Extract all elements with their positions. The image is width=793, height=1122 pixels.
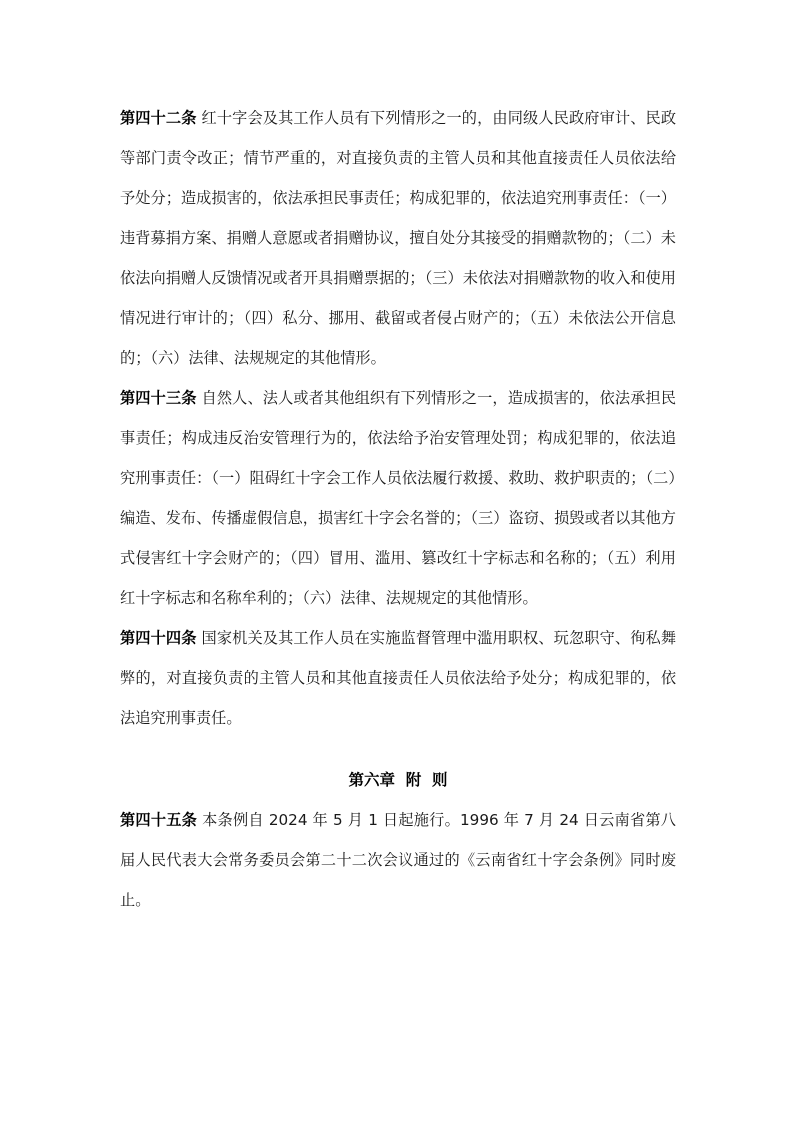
article-number: 第四十二条 — [120, 109, 197, 127]
article-number: 第四十四条 — [120, 629, 197, 647]
article-number: 第四十三条 — [120, 389, 197, 407]
article-45 — [120, 800, 676, 920]
document-body — [120, 98, 676, 920]
article-text: 本条例自 2024 年 5 月 1 日起施行。1996 年 7 月 24 日云南省第八届人民代表大会常务委员会第二十二次会议通过的《云南省红十字会条例》同时废止。 — [120, 811, 676, 909]
article-43 — [120, 378, 676, 618]
chapter-title: 第六章 附 则 — [348, 771, 448, 789]
article-text: 红十字会及其工作人员有下列情形之一的，由同级人民政府审计、民政等部门责令改正；情节严重的，对直接负责的主管人员和其他直接责任人员依法给予处分；造成损害的，依法承担民事责任；构成犯罪的，依法追究刑事责任：（一）违背募捐方案、捐赠人意愿或者捐赠协议，擅自处分其接受的捐赠款物的；（二）未依法向捐赠人反馈情况或者开具捐赠票据的；（三）未依法对捐赠款物的收入和使用情况进行审计的；（四）私分、挪用、截留或者侵占财产的；（五）未依法公开信息的；（六）法律、法规规定的其他情形。 — [120, 109, 677, 367]
article-44 — [120, 618, 676, 738]
article-text: 国家机关及其工作人员在实施监督管理中滥用职权、玩忽职守、徇私舞弊的，对直接负责的主管人员和其他直接责任人员依法给予处分；构成犯罪的，依法追究刑事责任。 — [120, 629, 677, 727]
article-42 — [120, 98, 676, 378]
article-number: 第四十五条 — [120, 811, 198, 829]
article-text: 自然人、法人或者其他组织有下列情形之一，造成损害的，依法承担民事责任；构成违反治安管理行为的，依法给予治安管理处罚；构成犯罪的，依法追究刑事责任：（一）阻碍红十字会工作人员依法履行救援、救助、救护职责的；（二）编造、发布、传播虚假信息，损害红十字会名誉的；（三）盗窃、损毁或者以其他方式侵害红十字会财产的；（四）冒用、滥用、篡改红十字标志和名称的；（五）利用红十字标志和名称牟利的；（六）法律、法规规定的其他情形。 — [120, 389, 677, 607]
